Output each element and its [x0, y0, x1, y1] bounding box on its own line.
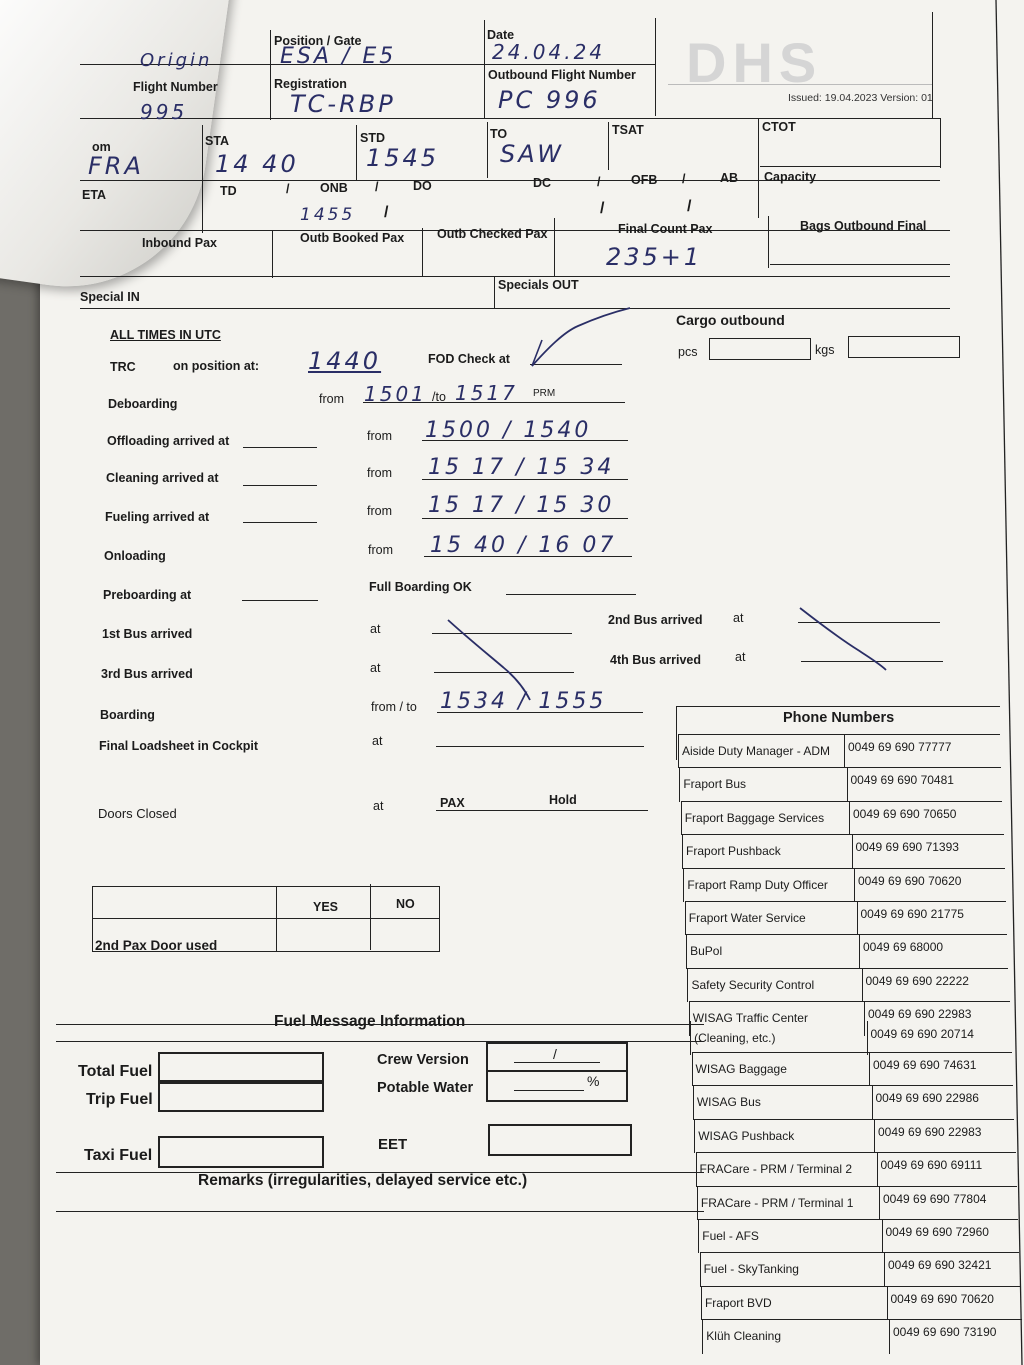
rule — [882, 1219, 883, 1253]
from-label: om — [92, 140, 111, 154]
rule — [270, 30, 271, 120]
rule — [700, 1252, 1020, 1253]
full-boarding-line[interactable] — [506, 594, 636, 595]
ctot-label: CTOT — [762, 120, 796, 134]
pax-label: PAX — [440, 796, 465, 810]
rule — [681, 801, 682, 835]
flight-number-value: 995 — [140, 100, 188, 124]
rule — [488, 1070, 626, 1072]
fueling-time-line[interactable] — [422, 518, 628, 519]
rule — [864, 1001, 865, 1035]
tsat-label: TSAT — [612, 123, 644, 137]
deboarding-from: from — [319, 392, 344, 406]
offloading-time-line[interactable] — [422, 440, 628, 441]
phone-row-number[interactable]: 0049 69 690 70620 — [858, 873, 962, 888]
rule — [690, 1021, 691, 1055]
prm-label: PRM — [533, 388, 556, 399]
phone-row-number[interactable]: 0049 69 690 73190 — [893, 1325, 997, 1340]
flight-number-label: Flight Number — [133, 80, 218, 94]
deboarding-from-value: 1501 — [364, 382, 427, 406]
phone-row-label: Klüh Cleaning — [706, 1329, 782, 1344]
rule — [685, 901, 1006, 902]
deboarding-to: /to — [432, 390, 446, 404]
second-pax-door-label: 2nd Pax Door used — [95, 938, 218, 953]
hold-label: Hold — [549, 793, 577, 807]
onb-value-slash: / — [384, 204, 389, 221]
phone-row-label: Fraport Baggage Services — [684, 810, 825, 825]
phone-row-number[interactable]: 0049 69 690 22986 — [875, 1091, 979, 1106]
from-value: FRA — [88, 152, 144, 180]
rule — [692, 1052, 693, 1086]
ofb-slash: / — [682, 172, 686, 186]
final-loadsheet-label: Final Loadsheet in Cockpit — [99, 739, 259, 753]
bus1-at: at — [370, 622, 381, 636]
no-header: NO — [396, 897, 415, 911]
rule — [370, 884, 371, 950]
rule — [356, 125, 357, 181]
rule — [697, 1186, 1017, 1187]
onloading-label: Onloading — [104, 549, 166, 563]
on-position-label: on position at: — [173, 359, 260, 373]
bus1-line[interactable] — [432, 633, 572, 634]
doors-closed-label: Doors Closed — [98, 806, 177, 821]
position-gate-value: ESA / E5 — [280, 44, 397, 69]
rule — [668, 84, 932, 85]
inbound-pax-label: Inbound Pax — [142, 236, 217, 250]
phone-row-number[interactable]: 0049 69 690 72960 — [885, 1225, 989, 1239]
rule — [859, 934, 860, 968]
rule — [682, 834, 1004, 835]
rule — [869, 1052, 870, 1086]
cleaning-from: from — [367, 466, 392, 480]
td-slash: / — [286, 182, 290, 196]
rule — [686, 934, 1007, 935]
phone-numbers-title: Phone Numbers — [783, 710, 895, 726]
remarks-area[interactable] — [56, 1214, 700, 1354]
phone-row-label: WISAG Baggage — [695, 1062, 787, 1076]
dc-slash: / — [597, 175, 601, 189]
rule — [884, 1252, 885, 1286]
bus2-at: at — [733, 611, 744, 625]
registration-value: TC-RBP — [290, 90, 396, 118]
rule — [887, 1286, 888, 1320]
doors-closed-at: at — [373, 799, 384, 813]
sta-value: 14 40 — [215, 150, 299, 178]
registration-label: Registration — [274, 77, 347, 91]
phone-row-label: WISAG Traffic Center — [692, 1011, 808, 1026]
rule — [874, 1119, 875, 1153]
std-label: STD — [360, 131, 385, 145]
bus4-label: 4th Bus arrived — [610, 653, 702, 667]
rule — [889, 1319, 890, 1353]
fueling-from: from — [367, 504, 392, 518]
crew-water-box[interactable] — [486, 1042, 628, 1102]
crew-version-label: Crew Version — [377, 1052, 469, 1068]
rule — [694, 1119, 1014, 1120]
phone-row-label: WISAG Pushback — [698, 1128, 795, 1143]
cleaning-label: Cleaning arrived at — [106, 471, 219, 485]
preboarding-label: Preboarding at — [103, 588, 192, 602]
total-fuel-label: Total Fuel — [78, 1063, 153, 1080]
eet-label: EET — [378, 1136, 408, 1153]
rule — [80, 118, 940, 119]
rule — [685, 901, 686, 935]
rule — [272, 230, 273, 278]
phone-row-label: FRACare - PRM / Terminal 1 — [700, 1195, 854, 1210]
dc-value-slash: / — [600, 200, 605, 217]
phone-row-label: FRACare - PRM / Terminal 2 — [699, 1162, 853, 1177]
origin-handwritten: Origin — [140, 50, 213, 71]
crew-slash: / — [553, 1046, 557, 1062]
phone-row-label: WISAG Bus — [696, 1095, 761, 1110]
fueling-label: Fueling arrived at — [105, 510, 210, 524]
taxi-fuel-label: Taxi Fuel — [84, 1147, 153, 1164]
rule — [676, 706, 677, 760]
rule — [872, 1085, 873, 1119]
eta-label: ETA — [82, 188, 107, 202]
potable-water-line — [514, 1090, 584, 1091]
rule — [844, 734, 845, 768]
yes-header: YES — [313, 900, 339, 914]
pcs-label: pcs — [678, 345, 698, 359]
boarding-value: 1534 / 1555 — [440, 689, 607, 714]
phone-row-number[interactable]: 0049 69 690 20714 — [870, 1026, 974, 1041]
offloading-value: 1500 / 1540 — [425, 418, 592, 443]
phone-row-number[interactable]: 0049 69 690 70620 — [890, 1291, 994, 1306]
rule — [696, 1152, 697, 1186]
rule — [494, 276, 495, 308]
cleaning-time-line[interactable] — [422, 479, 628, 480]
rule — [852, 834, 853, 868]
deboarding-label: Deboarding — [108, 397, 178, 411]
rule — [487, 122, 488, 178]
ab-value-slash: / — [687, 198, 692, 215]
trip-fuel-field[interactable] — [158, 1080, 324, 1112]
phone-row-number[interactable]: 0049 69 690 70481 — [850, 773, 954, 788]
onb-label: ONB — [320, 181, 348, 195]
rule — [770, 264, 950, 265]
dc-label: DC — [533, 176, 552, 190]
cleaning-value: 15 17 / 15 34 — [428, 455, 615, 480]
phone-row-number[interactable]: 0049 69 690 21775 — [860, 907, 964, 921]
all-times-utc: ALL TIMES IN UTC — [110, 328, 221, 342]
rule — [681, 801, 1003, 802]
rule — [940, 118, 941, 168]
rule — [56, 1211, 704, 1212]
bus1-label: 1st Bus arrived — [102, 627, 193, 641]
ofb-label: OFB — [631, 173, 658, 187]
boarding-time-line[interactable] — [437, 712, 643, 713]
onb-slash: / — [375, 180, 379, 194]
rule — [854, 868, 855, 902]
outb-checked-label: Outb Checked Pax — [437, 227, 548, 241]
full-boarding-label: Full Boarding OK — [369, 580, 472, 594]
bus2-label: 2nd Bus arrived — [608, 613, 703, 627]
onloading-value: 15 40 / 16 07 — [430, 533, 617, 558]
phone-row-label: Fraport Pushback — [686, 844, 781, 859]
rule — [679, 767, 1001, 768]
no-cell[interactable] — [372, 920, 438, 950]
rule — [877, 1152, 878, 1186]
bus4-at: at — [735, 650, 746, 664]
onb-value: 1455 — [300, 205, 356, 225]
date-label: Date — [487, 28, 515, 42]
phone-row-label: Fraport BVD — [704, 1295, 772, 1310]
issued-version: Issued: 19.04.2023 Version: 01 — [788, 92, 933, 104]
bus4-line[interactable] — [801, 661, 943, 662]
remarks-title: Remarks (irregularities, delayed service etc.) — [198, 1172, 528, 1189]
rule — [608, 122, 609, 170]
rule — [760, 166, 940, 167]
phone-row-label: BuPol — [690, 944, 723, 959]
trip-fuel-label: Trip Fuel — [86, 1091, 153, 1108]
kgs-label: kgs — [815, 343, 835, 357]
phone-row-number[interactable]: 0049 69 690 32421 — [888, 1258, 992, 1273]
rule — [554, 218, 555, 276]
outbound-flight-label: Outbound Flight Number — [488, 68, 636, 82]
potable-water-label: Potable Water — [377, 1080, 474, 1096]
phone-row-number[interactable]: 0049 69 690 74631 — [873, 1058, 977, 1072]
rule — [847, 767, 848, 801]
offloading-line[interactable] — [243, 447, 317, 448]
taxi-fuel-field[interactable] — [158, 1136, 324, 1168]
phone-row-label: Fraport Water Service — [688, 911, 806, 925]
boarding-from-to: from / to — [371, 700, 417, 714]
outbound-flight-value: PC 996 — [498, 86, 601, 114]
fod-check-line[interactable] — [530, 364, 622, 365]
rule — [849, 801, 850, 835]
outb-booked-label: Outb Booked Pax — [300, 231, 405, 245]
rule — [758, 118, 759, 218]
rule — [702, 1319, 1021, 1320]
ab-label: AB — [720, 171, 739, 185]
rule — [422, 228, 423, 276]
do-label: DO — [413, 179, 432, 193]
bus3-line[interactable] — [434, 672, 574, 673]
rule — [679, 767, 680, 801]
bus2-line[interactable] — [798, 622, 940, 623]
fueling-value: 15 17 / 15 30 — [428, 493, 615, 518]
phone-row-number[interactable]: 0049 69 690 69111 — [880, 1158, 983, 1173]
fod-check-label: FOD Check at — [428, 352, 510, 366]
rule — [857, 901, 858, 935]
rule — [683, 868, 684, 902]
bus3-label: 3rd Bus arrived — [101, 667, 193, 681]
phone-row-number[interactable]: 0049 69 690 71393 — [855, 840, 959, 855]
rule — [694, 1119, 695, 1153]
rule — [678, 734, 1000, 735]
rule — [202, 125, 203, 233]
phone-row-label: (Cleaning, etc.) — [694, 1030, 776, 1045]
percent-sign: % — [587, 1073, 600, 1089]
final-count-value: 235+1 — [606, 243, 703, 271]
phone-row-number[interactable]: 0049 69 690 22222 — [865, 973, 969, 988]
rule — [862, 968, 863, 1002]
fuel-info-title: Fuel Message Information — [274, 1013, 466, 1030]
phone-row-number[interactable]: 0049 69 690 22983 — [878, 1124, 982, 1139]
bus3-at: at — [370, 661, 381, 675]
date-value: 24.04.24 — [492, 40, 606, 64]
preboarding-line[interactable] — [242, 600, 318, 601]
cargo-outbound-label: Cargo outbound — [676, 312, 785, 328]
rule — [683, 868, 1004, 869]
rule — [689, 1001, 1010, 1002]
phone-row-number[interactable]: 0049 69 68000 — [863, 940, 944, 955]
phone-row-number[interactable]: 0049 69 690 70650 — [853, 806, 957, 821]
rule — [698, 1219, 1018, 1220]
std-value: 1545 — [366, 144, 440, 172]
to-label: TO — [490, 127, 508, 141]
dhs-logo: DHS — [686, 31, 823, 94]
rule — [693, 1085, 694, 1119]
rule — [867, 1021, 868, 1055]
deboarding-line[interactable] — [363, 402, 625, 403]
pcs-field[interactable] — [709, 338, 811, 360]
phone-row-label: Aiside Duty Manager - ADM — [682, 744, 831, 758]
rule — [701, 1286, 1020, 1287]
rule — [693, 1085, 1013, 1086]
phone-row-number[interactable]: 0049 69 690 22983 — [868, 1007, 972, 1022]
rule — [702, 1319, 703, 1353]
phone-row-label: Fuel - SkyTanking — [703, 1262, 799, 1277]
eet-field[interactable] — [488, 1124, 632, 1156]
yes-cell[interactable] — [278, 920, 368, 950]
phone-row-label: Fraport Bus — [683, 777, 747, 792]
boarding-label: Boarding — [100, 708, 155, 722]
final-loadsheet-at: at — [372, 734, 383, 748]
onloading-time-line[interactable] — [424, 556, 632, 557]
final-count-label: Final Count Pax — [618, 222, 713, 236]
rule — [655, 18, 656, 116]
to-value: SAW — [500, 140, 564, 168]
phone-row-label: Fuel - AFS — [702, 1229, 759, 1243]
special-in-label: Special IN — [80, 290, 140, 304]
phone-row-label: Safety Security Control — [691, 977, 815, 992]
rule — [701, 1286, 702, 1320]
rule — [687, 968, 688, 1002]
onloading-from: from — [368, 543, 393, 557]
rule — [686, 934, 687, 968]
crew-version-line — [514, 1062, 600, 1063]
rule — [276, 886, 277, 952]
rule — [678, 734, 679, 768]
rule — [92, 918, 440, 919]
sta-label: STA — [205, 134, 230, 148]
fueling-line[interactable] — [243, 522, 317, 523]
rule — [696, 1152, 1016, 1153]
deboarding-to-value: 1517 — [455, 381, 518, 405]
cleaning-line[interactable] — [243, 485, 317, 486]
position-gate-label: Position / Gate — [274, 34, 362, 48]
rule — [768, 216, 769, 268]
trc-label: TRC — [110, 360, 136, 374]
rule — [692, 1052, 1013, 1053]
rule — [80, 308, 950, 309]
offloading-from: from — [367, 429, 392, 443]
capacity-label: Capacity — [764, 170, 817, 184]
rule — [682, 834, 683, 868]
kgs-field[interactable] — [848, 336, 960, 358]
rule — [484, 20, 485, 118]
final-loadsheet-line[interactable] — [436, 746, 644, 747]
rule — [676, 706, 1000, 707]
doors-closed-line[interactable] — [436, 810, 648, 811]
rule — [687, 968, 1008, 969]
bags-outbound-label: Bags Outbound Final — [800, 219, 927, 233]
phone-row-number[interactable]: 0049 69 690 77804 — [883, 1191, 987, 1206]
offloading-label: Offloading arrived at — [107, 434, 230, 448]
trc-value: 1440 — [308, 347, 382, 375]
td-label: TD — [220, 184, 237, 198]
specials-out-label: Specials OUT — [498, 278, 579, 292]
rule — [879, 1186, 880, 1220]
rule — [80, 276, 950, 277]
phone-row-label: Fraport Ramp Duty Officer — [687, 877, 828, 892]
phone-row-number[interactable]: 0049 69 690 77777 — [848, 740, 952, 754]
